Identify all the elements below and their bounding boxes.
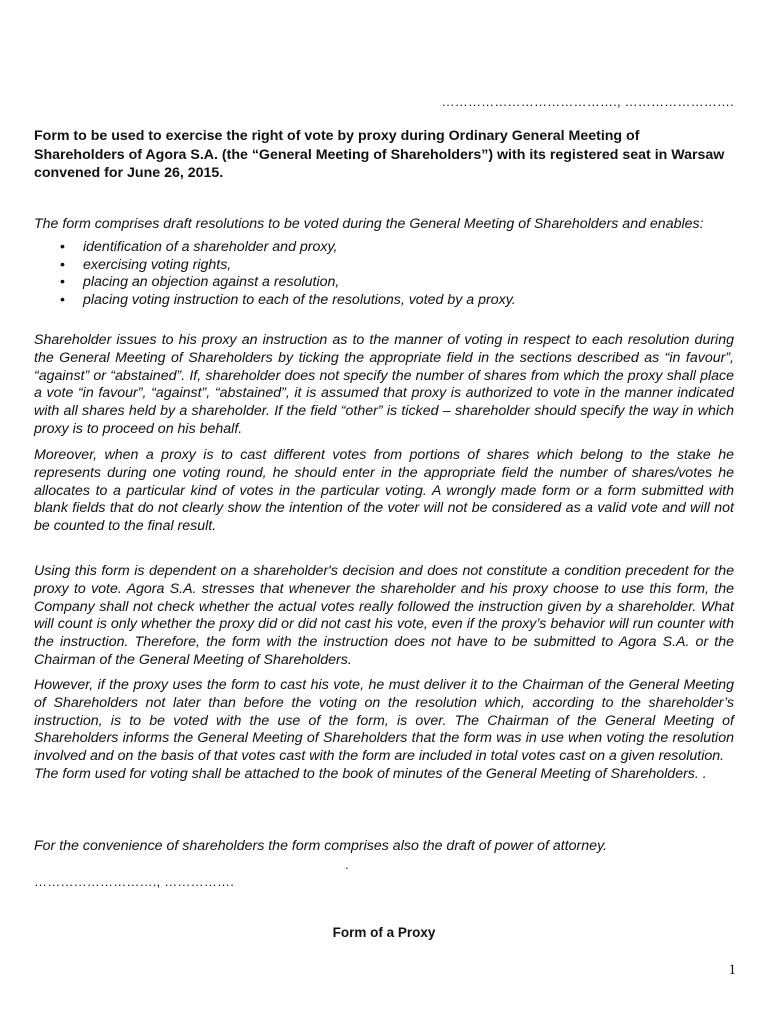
- form-usage-paragraph: [34, 563, 734, 670]
- list-item: • placing voting instruction to each of the resolutions, voted by a proxy.: [83, 292, 734, 310]
- paragraph-text: Using this form is dependent on a shareholder's decision and does not constitute a condition precedent for the proxy to vote. Agora S.A. stresses that whenever the shareholder and his proxy choose to use this form, the Company shall not check whether the actual votes really followed the instruction given by a shareholder. What will count is only whether the proxy did or did not cast his vote, even if the proxy’s behavior will run counter with the instruction. Therefore, the form with the instruction does not have to be submitted to Agora S.A. or the Chairman of the General Meeting of Shareholders.: [34, 563, 734, 668]
- stray-dot: .: [345, 857, 349, 872]
- paragraph-text: However, if the proxy uses the form to cast his vote, he must deliver it to the Chairman of the General Meeting of Shareholders not later than before the voting on the resolution which, according to the shareholder’s instruction, is to be voted with the use of the form, is over. The Chairman of the General Meeting of Shareholders informs the General Meeting of Shareholders that the form was in use when voting the resolution involved and on the basis of that votes cast with the form are included in total votes cast on a given resolution.: [34, 677, 734, 765]
- delivery-paragraph: [34, 677, 734, 784]
- proxy-form-heading: Form of a Proxy: [332, 925, 436, 940]
- place-date-line: …………………………………., …………………….: [441, 94, 734, 109]
- signature-place-date-line: ………………………., …………….: [34, 874, 235, 889]
- list-item: • identification of a shareholder and proxy,: [83, 239, 734, 257]
- paragraph-text: Moreover, when a proxy is to cast different votes from portions of shares which belong to the stake he represents during one voting round, he should enter in the appropriate field the number of shares/votes he allocates to a particular kind of votes in the particular voting. A wrongly made form or a form submitted with blank fields that do not clearly show the intention of the voter will not be considered as a valid vote and will not be counted to the final result.: [34, 447, 734, 535]
- intro-paragraph: The form comprises draft resolutions to be voted during the General Meeting of Shareholders and enables:: [34, 216, 704, 232]
- paragraph-text: For the convenience of shareholders the form comprises also the draft of power of attorney.: [34, 838, 608, 854]
- convenience-paragraph: [34, 838, 734, 856]
- list-item: • exercising voting rights,: [83, 257, 734, 275]
- form-title: Form to be used to exercise the right of vote by proxy during Ordinary General Meeting of Shareholders of Agora S.A. (the “General Meeting of Shareholders”) with its registered seat in Warsaw convened for June 26, 2015.: [34, 128, 725, 181]
- paragraph-text: Shareholder issues to his proxy an instruction as to the manner of voting in respect to each resolution during the General Meeting of Shareholders by ticking the appropriate field in the sections described as “in favour”, “against” or “abstained”. If, shareholder does not specify the number of shares from which the proxy shall place a vote “in favour”, “against”, “abstained”, it is assumed that proxy is authorized to vote in the manner indicated with all shares held by a shareholder. If the field “other” is ticked – shareholder should specify the way in which proxy is to proceed on his behalf.: [34, 332, 734, 437]
- instruction-paragraph: [34, 332, 734, 439]
- list-item: • placing an objection against a resolution,: [83, 274, 734, 292]
- paragraph-text: The form used for voting shall be attached to the book of minutes of the General Meeting of Shareholders. .: [34, 765, 707, 782]
- intro-section: [34, 216, 734, 310]
- enables-list: [34, 239, 734, 310]
- different-votes-paragraph: [34, 447, 734, 536]
- page-number: 1: [728, 962, 736, 978]
